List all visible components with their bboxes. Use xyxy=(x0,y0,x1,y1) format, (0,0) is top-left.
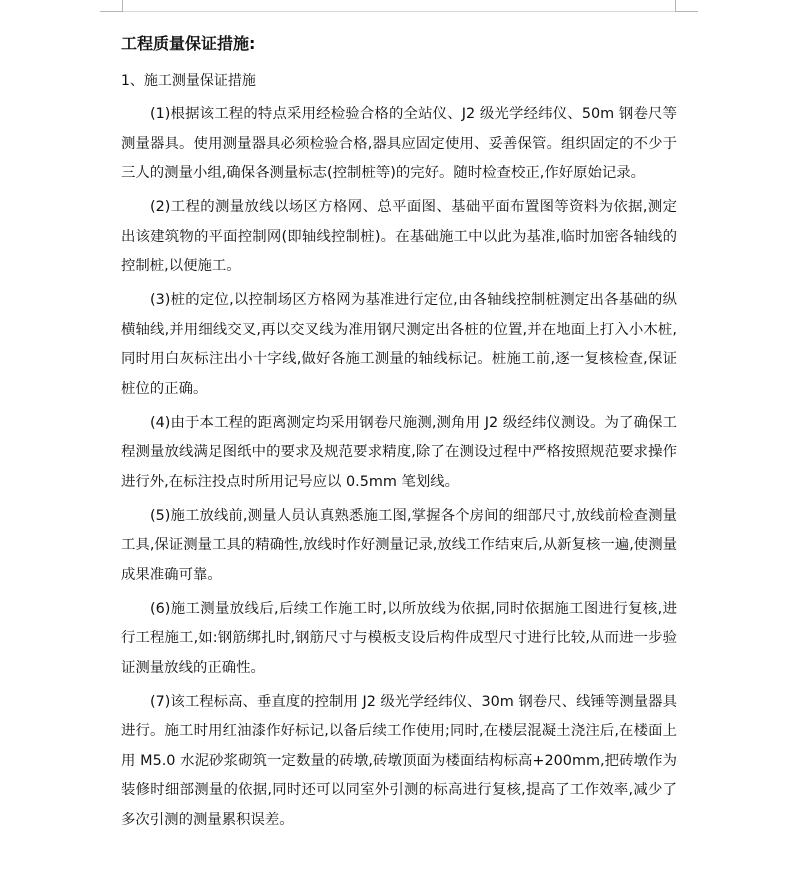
page-top-border xyxy=(123,11,675,12)
crop-mark-top-right-horizontal xyxy=(675,11,698,12)
paragraph-4: (4)由于本工程的距离测定均采用钢卷尺施测,测角用 J2 级经纬仪测设。为了确保工程测量放线满足图纸中的要求及规范要求精度,除了在测设过程中严格按照规范要求操作进行外,在标注投点时所用记号应以 0.5mm 笔划线。 xyxy=(121,414,677,490)
document-body xyxy=(121,33,677,835)
crop-mark-top-left-horizontal xyxy=(100,11,123,12)
paragraph-2: (2)工程的测量放线以场区方格网、总平面图、基础平面布置图等资料为依据,测定出该建筑物的平面控制网(即轴线控制桩)。在基础施工中以此为基准,临时加密各轴线的控制桩,以便施工。 xyxy=(121,199,677,274)
paragraph-3: (3)桩的定位,以控制场区方格网为基准进行定位,由各轴线控制桩测定出各基础的纵横轴线,并用细线交叉,再以交叉线为准用钢尺测定出各桩的位置,并在地面上打入小木桩,同时用白灰标注出小十字线,做好各施工测量的轴线标记。桩施工前,逐一复核检查,保证桩位的正确。 xyxy=(121,292,677,397)
paragraph-5: (5)施工放线前,测量人员认真熟悉施工图,掌握各个房间的细部尺寸,放线前检查测量工具,保证测量工具的精确性,放线时作好测量记录,放线工作结束后,从新复核一遍,使测量成果准确可靠。 xyxy=(121,507,677,583)
paragraph-1: (1)根据该工程的特点采用经检验合格的全站仪、J2 级光学经纬仪、50m 钢卷尺等测量器具。使用测量器具必须检验合格,器具应固定使用、妥善保管。组织固定的不少于三人的测量小组,确保各测量标志(控制桩等)的完好。随时检查校正,作好原始记录。 xyxy=(121,106,677,181)
section-title: 1、施工测量保证措施 xyxy=(121,73,256,89)
document-heading: 工程质量保证措施: xyxy=(121,34,256,53)
paragraph-7: (7)该工程标高、垂直度的控制用 J2 级光学经纬仪、30m 钢卷尺、线锤等测量器具进行。施工时用红油漆作好标记,以备后续工作使用;同时,在楼层混凝土浇注后,在楼面上用 M5.0 水泥砂浆砌筑一定数量的砖墩,砖墩顶面为楼面结构标高+200mm,把砖墩作为装修时细部测量的依据,同时还可以同室外引测的标高进行复核,提高了工作效率,减少了多次引测的测量累积误差。 xyxy=(121,693,677,828)
paragraph-6: (6)施工测量放线后,后续工作施工时,以所放线为依据,同时依据施工图进行复核,进行工程施工,如:钢筋绑扎时,钢筋尺寸与模板支设后构件成型尺寸进行比较,从而进一步验证测量放线的正确性。 xyxy=(121,600,677,676)
